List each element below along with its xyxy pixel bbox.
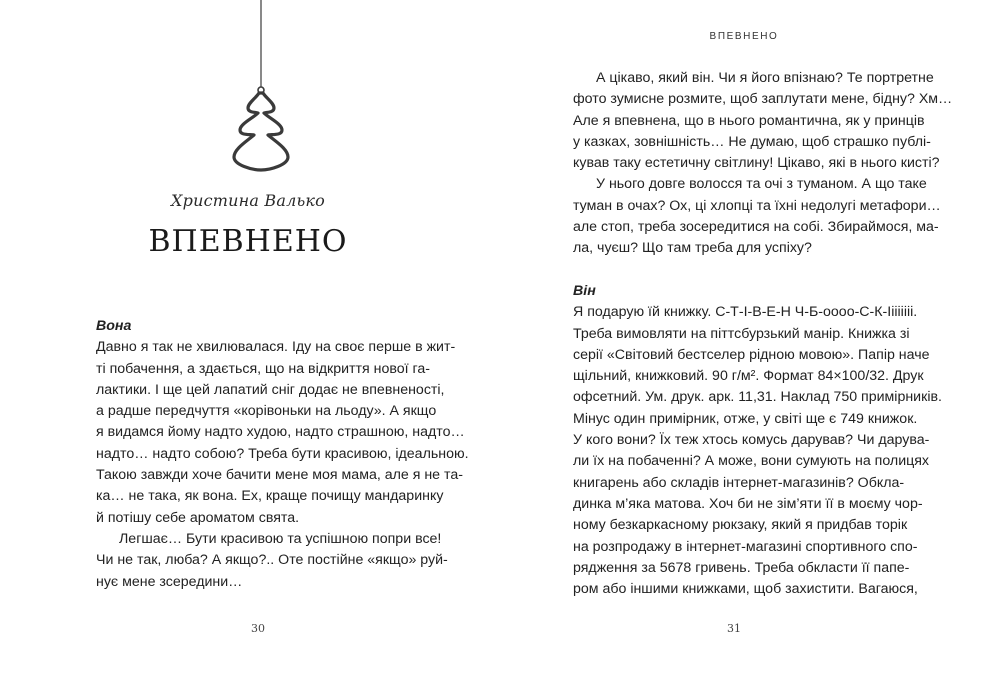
text-line: У кого вони? Їх теж хтось комусь дарував? Чи дарува- xyxy=(573,432,930,449)
text-line: на розпродажу в інтернет-магазині спортивного спо- xyxy=(573,538,918,555)
text-line: Але я впевнена, що в нього романтична, як у принців xyxy=(573,112,925,129)
text-line: динка м’яка матова. Хоч би не зім’яти її в моєму чор- xyxy=(573,495,923,512)
text-line: офсетний. Ум. друк. арк. 11,31. Наклад 750 примірників. xyxy=(573,389,942,406)
text-line: нує мене зсередини… xyxy=(96,573,243,590)
story-body-left xyxy=(96,316,469,593)
text-line: а радше передчуття «корівоньки на льоду». А якщо xyxy=(96,403,437,420)
right-page xyxy=(496,0,991,683)
text-line: Я подарую їй книжку. С-Т-І-В-Е-Н Ч-Б-оооо-С-К-Іііііііі. xyxy=(573,304,918,321)
section-label-he: Він xyxy=(573,282,596,299)
story-body-right xyxy=(573,68,953,600)
text-line: кував таку естетичну світлину! Цікаво, які в нього кисті? xyxy=(573,155,940,172)
text-line: але стоп, треба зосередитися на собі. Збираймося, ма- xyxy=(573,219,939,236)
text-line: Легшає… Бути красивою та успішною попри все! xyxy=(119,530,442,547)
text-line: книгарень або складів інтернет-магазинів? Обкла- xyxy=(573,474,905,491)
running-head: ВПЕВНЕНО xyxy=(709,31,779,42)
text-line: туман в очах? Ох, ці хлопці та їхні недолугі метафори… xyxy=(573,197,941,214)
text-line: Чи не так, люба? А якщо?.. Оте постійне «якщо» руй- xyxy=(96,552,448,569)
text-line: лактики. І ще цей лапатий сніг додає не впевненості, xyxy=(96,381,445,398)
text-line: рядження за 5678 гривень. Треба обкласти її папе- xyxy=(573,559,910,576)
christmas-tree-ornament-icon xyxy=(226,0,296,180)
text-line: ті побачення, а здається, що на відкриття нової га- xyxy=(96,360,431,377)
text-line: Такою завжди хоче бачити мене моя мама, але я не та- xyxy=(96,467,463,484)
text-line: ла, чуєш? Що там треба для успіху? xyxy=(573,240,812,257)
page-number: 31 xyxy=(727,622,741,635)
text-line: А цікаво, який він. Чи я його впізнаю? Те портретне xyxy=(596,70,934,86)
text-line: я видамся йому надто худою, надто страшною, надто… xyxy=(96,424,465,441)
text-line: У нього довге волосся та очі з туманом. А що таке xyxy=(596,176,927,193)
story-title: ВПЕВНЕНО xyxy=(148,224,348,259)
text-line: у казках, зовнішність… Не думаю, щоб страшко публі- xyxy=(573,133,931,150)
text-line: Треба вимовляти на піттсбурзький манір. Книжка зі xyxy=(573,325,910,342)
text-line: ли їх на побаченні? А може, вони сумують на полицях xyxy=(573,453,930,470)
text-line: серії «Світовий бестселер рідною мовою». Папір наче xyxy=(573,346,930,363)
text-line: Мінус один примірник, отже, у світі ще є 749 книжок. xyxy=(573,410,918,427)
text-line: фото зумисне розмите, щоб заплутати мене, бідну? Хм… xyxy=(573,91,953,108)
author-name: Христина Валько xyxy=(171,191,325,210)
text-line: щільний, книжковий. 90 г/м². Формат 84×100/32. Друк xyxy=(573,368,924,385)
text-line: ному безкаркасному рюкзаку, який я придбав торік xyxy=(573,517,908,534)
text-line: ром або іншими книжками, щоб захистити. Вагаюся, xyxy=(573,581,918,598)
page-number: 30 xyxy=(251,622,265,635)
section-label-she: Вона xyxy=(96,318,132,334)
text-line: й потішу себе ароматом свята. xyxy=(96,509,300,526)
text-line: Давно я так не хвилювалася. Іду на своє перше в жит- xyxy=(96,339,456,356)
text-line: ка… не така, як вона. Ех, краще почищу мандаринку xyxy=(96,488,444,505)
section-gap xyxy=(573,260,904,281)
text-line: надто… надто собою? Треба бути красивою, ідеальною. xyxy=(96,445,469,462)
